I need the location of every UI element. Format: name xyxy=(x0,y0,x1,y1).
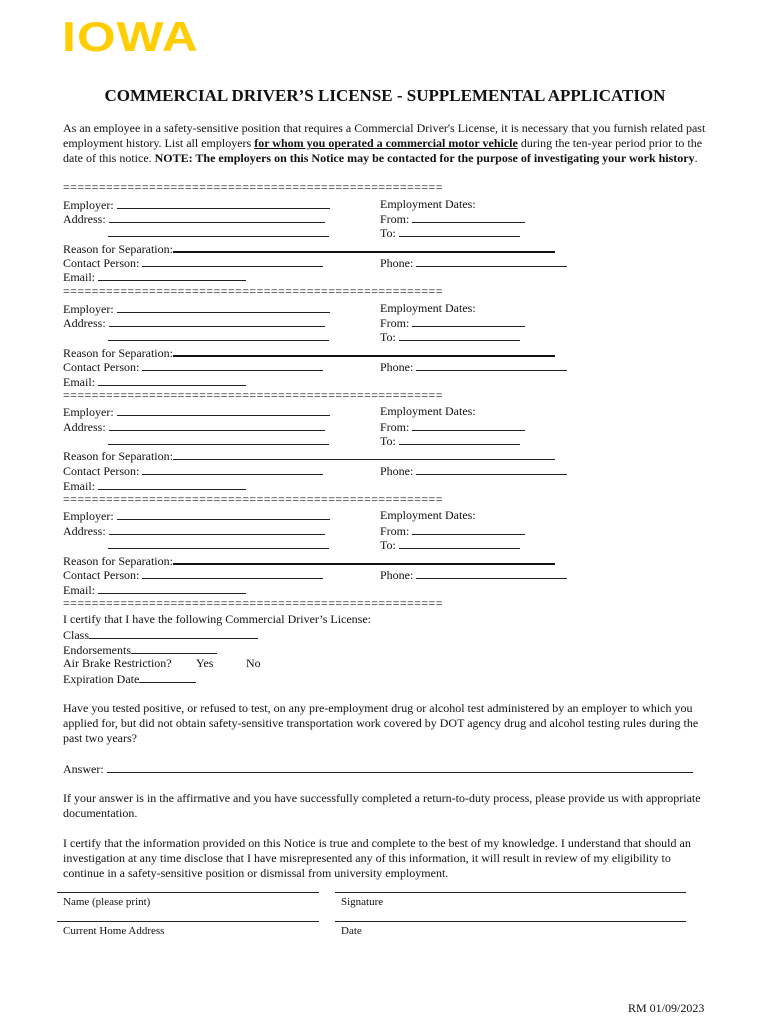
phone-field[interactable]: Phone: xyxy=(380,567,567,583)
home-address-line[interactable] xyxy=(57,921,319,922)
from-field[interactable]: From: xyxy=(380,315,525,331)
address-line-2[interactable] xyxy=(108,537,329,553)
employer-field[interactable]: Employer: xyxy=(63,197,330,213)
to-field[interactable]: To: xyxy=(380,537,520,553)
iowa-logo: IOWA xyxy=(62,13,199,60)
page-title: COMMERCIAL DRIVER’S LICENSE - SUPPLEMENTAL APPLICATION xyxy=(104,86,666,105)
from-field[interactable]: From: xyxy=(380,523,525,539)
license-certify-intro: I certify that I have the following Commercial Driver’s License: xyxy=(63,612,372,626)
reason-field[interactable]: Reason for Separation: xyxy=(63,240,555,257)
contact-field[interactable]: Contact Person: xyxy=(63,359,323,375)
dates-label: Employment Dates: xyxy=(380,508,476,522)
address-field[interactable]: Address: xyxy=(63,523,325,539)
home-address-label: Current Home Address xyxy=(63,925,165,937)
signature-label: Signature xyxy=(341,896,384,908)
name-label: Name (please print) xyxy=(63,896,151,908)
date-line[interactable] xyxy=(335,921,686,922)
dates-label: Employment Dates: xyxy=(380,301,476,315)
address-field[interactable]: Address: xyxy=(63,315,325,331)
intro-paragraph: As an employee in a safety-sensitive position that requires a Commercial Driver's License, it is necessary that you furnish related past employment history. List all employers for whom you operated a commercial motor vehicle during the ten-year period prior to the date of this notice. NOTE: The employers on this Notice may be contacted for the purpose of investigating your work history. xyxy=(63,121,706,165)
address-line-2[interactable] xyxy=(108,225,329,241)
phone-field[interactable]: Phone: xyxy=(380,463,567,479)
from-field[interactable]: From: xyxy=(380,419,525,435)
separator: ===================================================== xyxy=(63,284,443,298)
intro-emphasis: for whom you operated a commercial motor vehicle xyxy=(254,136,518,150)
separator: ===================================================== xyxy=(63,180,443,194)
reason-field[interactable]: Reason for Separation: xyxy=(63,552,555,569)
employer-field[interactable]: Employer: xyxy=(63,404,330,420)
affirmative-instructions: If your answer is in the affirmative and you have successfully completed a return-to-duty process, please provide us with appropriate documentation. xyxy=(63,791,701,820)
address-line-2[interactable] xyxy=(108,329,329,345)
phone-field[interactable]: Phone: xyxy=(380,255,567,271)
address-field[interactable]: Address: xyxy=(63,211,325,227)
email-field[interactable]: Email: xyxy=(63,269,246,285)
drug-test-question: Have you tested positive, or refused to test, on any pre-employment drug or alcohol test administered by an employer to which you applied for, but did not obtain safety-sensitive transportation work covered by DOT agency drug and alcohol testing rules during the past two years? xyxy=(63,701,699,745)
signature-line[interactable] xyxy=(335,892,686,893)
class-field[interactable]: Class xyxy=(63,627,258,643)
email-field[interactable]: Email: xyxy=(63,374,246,390)
air-brake-no[interactable]: No xyxy=(246,656,261,670)
separator: ===================================================== xyxy=(63,492,443,506)
answer-field[interactable]: Answer: xyxy=(63,761,693,777)
from-field[interactable]: From: xyxy=(380,211,525,227)
email-field[interactable]: Email: xyxy=(63,478,246,494)
separator: ===================================================== xyxy=(63,596,443,610)
air-brake-question: Air Brake Restriction? xyxy=(63,656,172,670)
air-brake-yes[interactable]: Yes xyxy=(196,656,214,670)
date-label: Date xyxy=(341,925,362,937)
intro-note: NOTE: The employers on this Notice may be contacted for the purpose of investigating your work history xyxy=(154,151,695,165)
certification-statement: I certify that the information provided on this Notice is true and complete to the best of my knowledge. I understand that should an investigation at any time disclose that I have misrepresented any of this information, it will result in review of my eligibility to continue in a safety-sensitive position or dismissal from university employment. xyxy=(63,836,691,880)
contact-field[interactable]: Contact Person: xyxy=(63,255,323,271)
revision-code: RM 01/09/2023 xyxy=(628,1001,705,1015)
reason-field[interactable]: Reason for Separation: xyxy=(63,344,555,361)
dates-label: Employment Dates: xyxy=(380,197,476,211)
contact-field[interactable]: Contact Person: xyxy=(63,463,323,479)
contact-field[interactable]: Contact Person: xyxy=(63,567,323,583)
endorsements-field[interactable]: Endorsements xyxy=(63,642,217,658)
reason-field[interactable]: Reason for Separation: xyxy=(63,448,555,464)
address-field[interactable]: Address: xyxy=(63,419,325,435)
expiration-field[interactable]: Expiration Date xyxy=(63,671,196,687)
employer-field[interactable]: Employer: xyxy=(63,301,330,317)
name-line[interactable] xyxy=(57,892,319,893)
to-field[interactable]: To: xyxy=(380,225,520,241)
to-field[interactable]: To: xyxy=(380,433,520,449)
to-field[interactable]: To: xyxy=(380,329,520,345)
address-line-2[interactable] xyxy=(108,433,329,449)
email-field[interactable]: Email: xyxy=(63,582,246,598)
dates-label: Employment Dates: xyxy=(380,404,476,418)
separator: ===================================================== xyxy=(63,388,443,402)
employer-field[interactable]: Employer: xyxy=(63,508,330,524)
phone-field[interactable]: Phone: xyxy=(380,359,567,375)
